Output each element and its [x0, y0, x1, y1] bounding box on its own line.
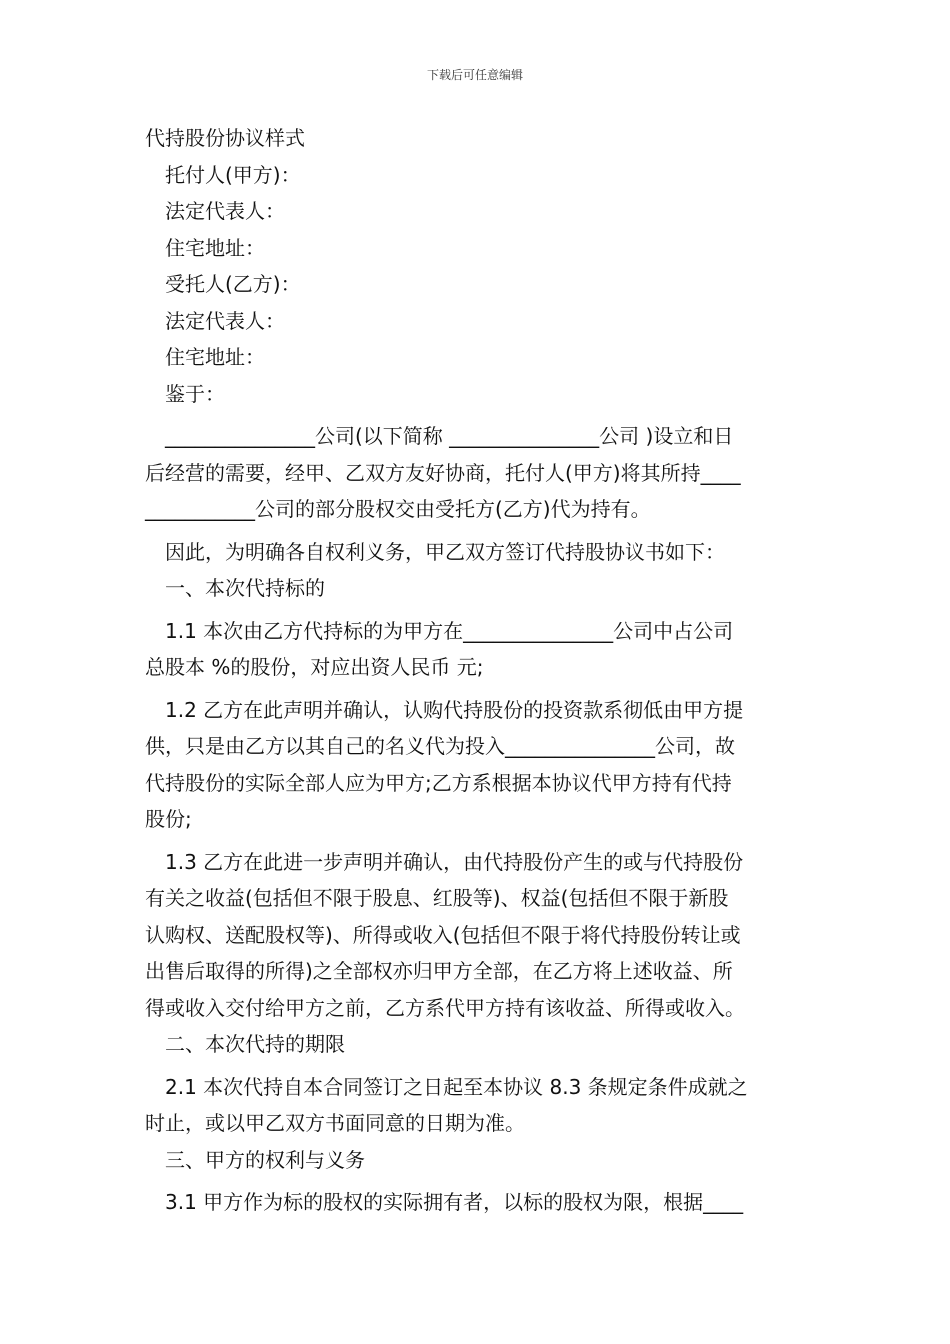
party-b-address: 住宅地址：: [165, 345, 265, 369]
party-a-label: 托付人(甲方)：: [165, 162, 301, 187]
clause-3-1-line: 3.1 甲方作为标的股权的实际拥有者，以标的股权为限，根据____: [165, 1190, 744, 1214]
clause-1-3-line: 有关之收益(包括但不限于股息、红股等)、权益(包括但不限于新股: [145, 886, 729, 910]
section-3-title: 三、甲方的权利与义务: [165, 1147, 365, 1172]
therefore-paragraph: 因此，为明确各自权利义务，甲乙双方签订代持股协议书如下：: [165, 539, 725, 564]
clause-1-1-line: 1.1 本次由乙方代持标的为甲方在_______________公司中占公司: [165, 618, 734, 643]
clause-2-1-line: 2.1 本次代持自本合同签订之日起至本协议 8.3 条规定条件成就之: [165, 1074, 748, 1099]
clause-1-3-line: 认购权、送配股权等)、所得或收入(包括但不限于将代持股份转让或: [145, 922, 741, 947]
party-b-label: 受托人(乙方)：: [165, 272, 301, 296]
clause-1-2-line: 代持股份的实际全部人应为甲方;乙方系根据本协议代甲方持有代持: [145, 770, 732, 795]
whereas-line: _______________公司(以下简称 _______________公司 )设立和日: [165, 424, 734, 448]
whereas-line: 后经营的需要，经甲、乙双方友好协商，托付人(甲方)将其所持____: [145, 460, 741, 485]
clause-1-3-line: 得或收入交付给甲方之前，乙方系代甲方持有该收益、所得或收入。: [145, 995, 745, 1020]
section-2-title: 二、本次代持的期限: [165, 1032, 345, 1056]
clause-1-2-line: 供，只是由乙方以其自己的名义代为投入_______________公司，故: [145, 734, 735, 758]
agreement-document: [145, 120, 807, 1221]
section-1-title: 一、本次代持标的: [165, 576, 325, 600]
clause-1-2-line: 1.2 乙方在此声明并确认，认购代持股份的投资款系彻低由甲方提: [165, 697, 744, 722]
clause-1-1-line: 总股本 %的股份，对应出资人民币 元;: [145, 655, 484, 679]
clause-1-3-line: 出售后取得的所得)之全部权亦归甲方全部，在乙方将上述收益、所: [145, 959, 733, 983]
clause-1-2-line: 股份;: [145, 807, 192, 831]
party-a-address: 住宅地址：: [165, 235, 265, 260]
document-title: 代持股份协议样式: [145, 126, 305, 150]
clause-2-1-line: 时止，或以甲乙双方书面同意的日期为准。: [145, 1111, 525, 1135]
party-a-representative: 法定代表人：: [165, 199, 285, 223]
whereas-line: ___________公司的部分股权交由受托方(乙方)代为持有。: [145, 497, 651, 521]
party-b-representative: 法定代表人：: [165, 308, 285, 333]
clause-1-3-line: 1.3 乙方在此进一步声明并确认，由代持股份产生的或与代持股份: [165, 849, 744, 874]
page-header-note: 下载后可任意编辑: [426, 68, 523, 82]
whereas-heading: 鉴于：: [165, 381, 225, 406]
